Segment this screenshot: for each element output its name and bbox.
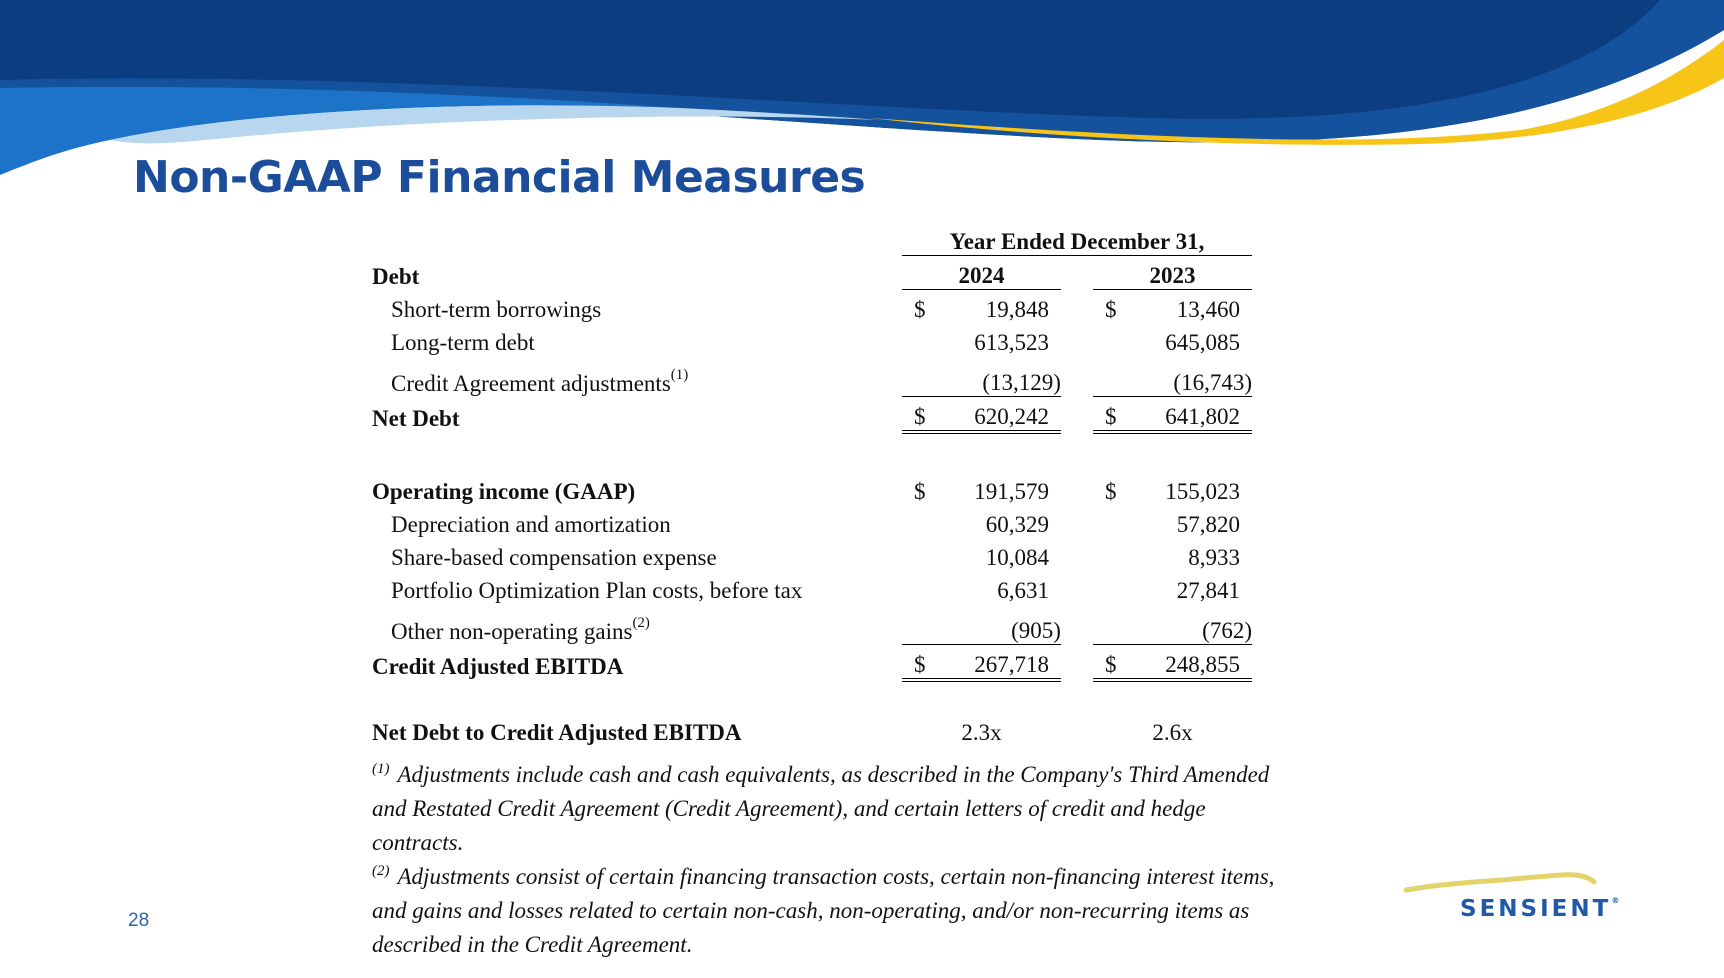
- footnote-text: Adjustments include cash and cash equivalents, as described in the Company's Third Amended and Restated Credit Agreement (Credit Agreement), and certain letters of credit and hedge contracts.: [372, 762, 1270, 855]
- year-header-row: [372, 256, 1252, 290]
- value-2023: 13,460: [1176, 297, 1240, 322]
- value-2024: 10,084: [985, 545, 1049, 570]
- total-row: [372, 645, 1252, 681]
- value-2023: (762): [1127, 604, 1252, 645]
- currency-symbol: $: [914, 297, 926, 322]
- value-2023: 27,841: [1176, 578, 1240, 603]
- table-row: [372, 323, 1252, 356]
- value-2024: 60,329: [985, 512, 1049, 537]
- debt-heading: Debt: [372, 263, 420, 289]
- value-2024: (905): [936, 604, 1061, 645]
- swoosh-icon: [1402, 872, 1622, 894]
- table-row: [372, 604, 1252, 645]
- period-header-row: [372, 222, 1252, 256]
- currency-symbol: $: [902, 397, 936, 433]
- ratio-2024: 2.3x: [961, 720, 1002, 745]
- page-number: 28: [128, 910, 150, 931]
- footnote-mark: (1): [372, 761, 390, 777]
- table-row: [372, 472, 1252, 505]
- footnote-2: [372, 860, 1292, 962]
- value-2023: 57,820: [1176, 512, 1240, 537]
- currency-symbol: $: [902, 645, 936, 681]
- table-row: [372, 538, 1252, 571]
- currency-symbol: $: [914, 479, 926, 504]
- row-label: Depreciation and amortization: [391, 512, 671, 537]
- row-label: Operating income (GAAP): [372, 479, 636, 504]
- footnote-ref: (2): [632, 614, 650, 631]
- footnote-mark: (2): [372, 863, 390, 879]
- table-row: [372, 290, 1252, 324]
- value-2023: 641,802: [1127, 397, 1252, 433]
- value-2024: 6,631: [997, 578, 1049, 603]
- value-2023: 645,085: [1165, 330, 1240, 355]
- currency-symbol: $: [1093, 397, 1127, 433]
- value-2024: 267,718: [936, 645, 1061, 681]
- value-2024: 191,579: [974, 479, 1049, 504]
- page-title: Non-GAAP Financial Measures: [133, 152, 866, 203]
- value-2024: 19,848: [985, 297, 1049, 322]
- footnote-1: [372, 758, 1292, 860]
- ratio-2023: 2.6x: [1152, 720, 1193, 745]
- table-row: [372, 505, 1252, 538]
- row-label: Share-based compensation expense: [391, 545, 717, 570]
- value-2024: 613,523: [974, 330, 1049, 355]
- period-header: Year Ended December 31,: [902, 222, 1252, 256]
- table-row: [372, 356, 1252, 397]
- year-2023-header: 2023: [1093, 256, 1252, 290]
- value-2023: 8,933: [1188, 545, 1240, 570]
- value-2023: (16,743): [1127, 356, 1252, 397]
- row-label: Credit Adjusted EBITDA: [372, 654, 624, 679]
- row-label: Portfolio Optimization Plan costs, before tax: [391, 578, 803, 603]
- row-label: Credit Agreement adjustments$^{(1)}$: [391, 366, 689, 396]
- row-label: Net Debt: [372, 406, 460, 431]
- value-2023: 248,855: [1127, 645, 1252, 681]
- footnote-ref: (1): [670, 366, 689, 383]
- year-2024-header: 2024: [902, 256, 1061, 290]
- total-row: [372, 397, 1252, 433]
- ratio-row: [372, 712, 1252, 746]
- currency-symbol: $: [1093, 645, 1127, 681]
- row-label: Short-term borrowings: [391, 297, 602, 322]
- footnotes: [372, 758, 1292, 962]
- footnote-text: Adjustments consist of certain financing transaction costs, certain non-financing interest items, and gains and losses related to certain non-cash, non-operating, and/or non-recurring items as described in the Credit Agreement.: [372, 864, 1275, 957]
- value-2024: 620,242: [936, 397, 1061, 433]
- sensient-logo: [1400, 872, 1630, 932]
- table-row: [372, 571, 1252, 604]
- row-label: Net Debt to Credit Adjusted EBITDA: [372, 720, 742, 745]
- currency-symbol: $: [1104, 479, 1117, 504]
- currency-symbol: $: [1104, 297, 1117, 322]
- value-2023: 155,023: [1165, 479, 1240, 504]
- row-label: Other non-operating gains$^{(2)}$: [391, 614, 650, 644]
- financial-table: [372, 222, 1252, 746]
- logo-wordmark: SENSIENT®: [1460, 896, 1620, 922]
- value-2024: (13,129): [936, 356, 1061, 397]
- row-label: Long-term debt: [391, 330, 535, 355]
